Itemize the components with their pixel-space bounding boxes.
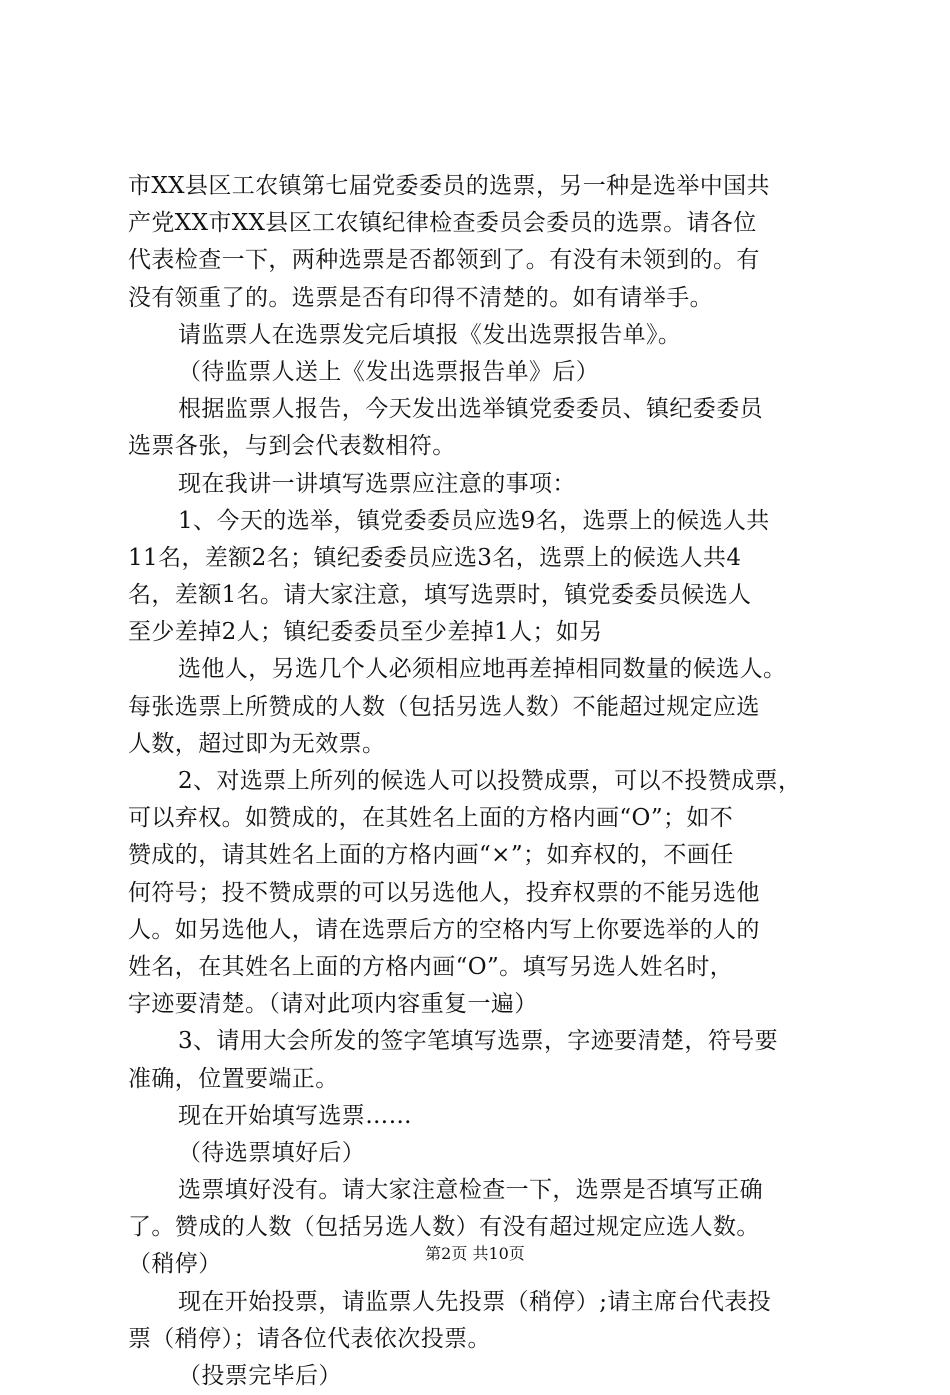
- text-line: 选他人，另选几个人必须相应地再差掉相同数量的候选人。: [178, 656, 787, 683]
- text-line: 字迹要清楚。（请对此项内容重复一遍）: [128, 991, 538, 1018]
- text-line: 请监票人在选票发完后填报《发出选票报告单》。: [178, 321, 682, 348]
- text-line: 没有领重了的。选票是否有印得不清楚的。如有请举手。: [128, 284, 713, 311]
- document-body: [128, 168, 840, 1395]
- text-line: 可以弃权。如赞成的，在其姓名上面的方格内画“O”；如不: [128, 805, 734, 832]
- text-line: 市XX县区工农镇第七届党委委员的选票，另一种是选举中国共: [128, 173, 770, 199]
- text-line: 赞成的，请其姓名上面的方格内画“×”；如弃权的，不画任: [128, 842, 734, 869]
- text-line: 3、请用大会所发的签字笔填写选票，字迹要清楚，符号要: [178, 1028, 779, 1055]
- text-line: 每张选票上所赞成的人数（包括另选人数）不能超过规定应选: [128, 693, 760, 720]
- text-line: （稍停）: [128, 1251, 222, 1278]
- text-line: 产党XX市XX县区工农镇纪律检查委员会委员的选票。请各位: [128, 210, 757, 237]
- text-line: 至少差掉2人；镇纪委委员至少差掉1人；如另: [128, 619, 603, 646]
- text-line: （待监票人送上《发出选票报告单》后）: [178, 358, 600, 385]
- text-line: 1、今天的选举，镇党委委员应选9名，选票上的候选人共: [178, 507, 770, 534]
- text-line: 现在开始投票，请监票人先投票（稍停）;请主席台代表投: [178, 1288, 772, 1315]
- text-line: 票（稍停）；请各位代表依次投票。: [128, 1325, 491, 1352]
- text-line: （投票完毕后）: [178, 1363, 342, 1389]
- text-line: 现在我讲一讲填写选票应注意的事项：: [178, 470, 576, 497]
- text-line: 人。如另选他人，请在选票后方的空格内写上你要选举的人的: [128, 916, 760, 943]
- text-line: 现在开始填写选票……: [178, 1102, 412, 1129]
- page-footer: 第2页 共10页: [425, 1244, 525, 1263]
- text-line: 选票填好没有。请大家注意检查一下，选票是否填写正确: [178, 1177, 763, 1204]
- text-line: 了。赞成的人数（包括另选人数）有没有超过规定应选人数。: [128, 1214, 760, 1241]
- text-line: 何符号；投不赞成票的可以另选他人，投弃权票的不能另选他: [128, 879, 760, 906]
- text-line: 代表检查一下，两种选票是否都领到了。有没有未领到的。有: [128, 247, 760, 274]
- text-line: 2、对选票上所列的候选人可以投赞成票，可以不投赞成票，: [178, 768, 802, 794]
- text-line: 选票各张，与到会代表数相符。: [128, 433, 456, 460]
- text-line: 人数，超过即为无效票。: [128, 730, 386, 757]
- text-line: （待选票填好后）: [178, 1139, 366, 1166]
- text-line: 名，差额1名。请大家注意，填写选票时，镇党委委员候选人: [128, 582, 752, 609]
- text-line: 准确，位置要端正。: [128, 1065, 339, 1092]
- text-line: 根据监票人报告，今天发出选举镇党委委员、镇纪委委员: [178, 396, 763, 423]
- text-line: 11名，差额2名；镇纪委委员应选3名，选票上的候选人共4: [128, 544, 742, 571]
- text-line: 姓名，在其姓名上面的方格内画“O”。填写另选人姓名时，: [128, 953, 734, 980]
